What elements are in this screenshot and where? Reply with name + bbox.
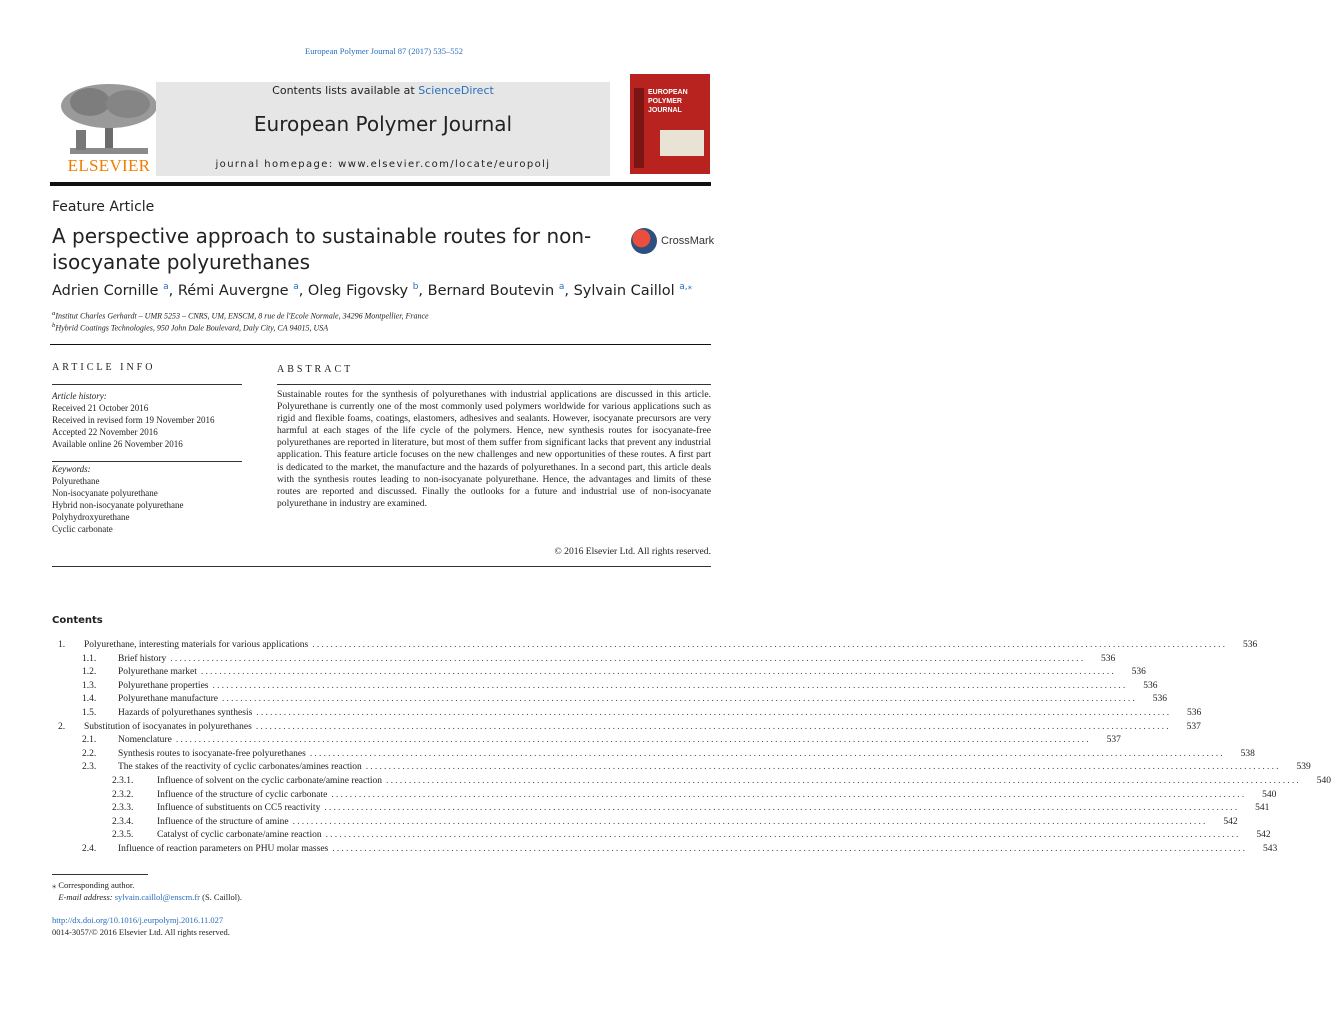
keywords (52, 463, 183, 535)
footnote (52, 879, 242, 903)
toc-page-number: 540 (1262, 789, 1277, 800)
crossmark-label: CrossMark (661, 235, 715, 247)
toc-entry[interactable] (52, 707, 1202, 722)
issn-line: 0014-3057/© 2016 Elsevier Ltd. All rights reserved. (52, 927, 230, 937)
toc-leader-dots: ........................................................................................................................................................................................................ (324, 803, 1240, 814)
affiliation-b (52, 322, 328, 333)
toc-label[interactable]: Polyurethane market (118, 667, 197, 678)
article-title: A perspective approach to sustainable routes for non-isocyanate polyurethanes (52, 224, 592, 274)
author-name[interactable]: Oleg Figovsky (307, 282, 409, 299)
toc-entry[interactable] (52, 762, 1311, 776)
toc-number: 2.3.3. (112, 803, 134, 814)
toc-entry[interactable] (52, 735, 1121, 749)
keyword: Cyclic carbonate (52, 524, 113, 534)
toc-entry[interactable] (52, 667, 1146, 681)
toc-label[interactable]: Polyurethane, interesting materials for various applications (84, 640, 309, 650)
toc-leader-dots: ........................................................................................................................................................................................................ (365, 762, 1281, 773)
email-suffix: (S. Caillol). (199, 892, 243, 902)
tree-icon (50, 80, 168, 160)
toc-leader-dots: ........................................................................................................................................................................................................ (221, 694, 1137, 705)
sciencedirect-link[interactable]: ScienceDirect (418, 84, 494, 97)
author-affil-sup[interactable]: b (412, 282, 419, 292)
toc-label[interactable]: Hazards of polyurethanes synthesis (118, 707, 253, 718)
author-affil-sup[interactable]: a (163, 282, 169, 292)
toc-number: 2.3.2. (112, 789, 134, 800)
toc-number: 2. (58, 721, 66, 732)
abstract-rule (277, 384, 711, 385)
toc-label[interactable]: The stakes of the reactivity of cyclic carbonates/amines reaction (118, 762, 362, 773)
toc-leader-dots: ........................................................................................................................................................................................................ (292, 816, 1208, 827)
toc-number: 2.3.1. (112, 775, 134, 786)
toc-page-number: 536 (1131, 667, 1146, 678)
abstract-heading: ABSTRACT (277, 364, 354, 375)
toc-entry[interactable] (52, 789, 1277, 804)
keywords-label: Keywords: (52, 464, 91, 474)
keyword: Polyurethane (52, 476, 100, 486)
cover-title: EUROPEAN POLYMER JOURNAL (648, 89, 688, 114)
toc-number: 1. (58, 640, 66, 650)
toc-entry[interactable] (52, 694, 1167, 708)
article-type: Feature Article (52, 199, 155, 215)
toc-entry[interactable] (52, 843, 1278, 858)
doi-link[interactable]: http://dx.doi.org/10.1016/j.eurpolymj.2016.11.027 (52, 915, 224, 925)
affiliation-text: Institut Charles Gerhardt – UMR 5253 – CNRS, UM, ENSCM, 8 rue de l'Ecole Normale, 34296 Montpellier, France (55, 311, 429, 321)
crossmark-icon (631, 228, 657, 254)
toc-page-number: 543 (1263, 843, 1278, 854)
toc-leader-dots: ........................................................................................................................................................................................................ (212, 680, 1128, 691)
history-item: Received in revised form 19 November 2016 (52, 415, 215, 425)
toc-number: 2.1. (82, 735, 97, 746)
section-rule (52, 566, 711, 567)
journal-banner (156, 82, 610, 176)
corresponding-author-note: ⁎ Corresponding author. (52, 880, 135, 890)
toc-label[interactable]: Substitution of isocyanates in polyurethanes (84, 721, 252, 732)
author-affil-sup[interactable]: a,⁎ (679, 282, 693, 292)
abstract-text: Sustainable routes for the synthesis of polyurethanes with industrial applications are discussed in this article. Polyurethane is currently one of the most commonly used polymers worldwide for various applications such as rigid and flexible foams, coatings, elastomers, adhesives and sealants. However, isocyanate precursors are very harmful at each stages of the life cycle of the polymers. Hence, new synthesis routes for isocyanate-free polyurethanes are reported in literature, but most of them suffer from significant lacks that prevent any industrial application. This feature article focuses on the new challenges and new opportunities of these routes. A first part is dedicated to the market, the manufacture and the hazards of polyurethanes. In a second part, this article deals with the synthesis routes leading to non-isocyanate polyurethane. Hence, the advantages and limits of these routes are reported and discussed. Finally the outlooks for a future and industrial use of non-isocyanate polyurethane in industry are examined. (277, 389, 711, 509)
toc-label[interactable]: Influence of the structure of amine (157, 816, 289, 827)
elsevier-wordmark: ELSEVIER (67, 156, 151, 175)
toc-label[interactable]: Polyurethane properties (118, 680, 209, 691)
contents-heading: Contents (52, 615, 103, 626)
toc-page-number: 538 (1240, 748, 1255, 759)
toc-label[interactable]: Influence of substituents on CC5 reactivity (157, 803, 321, 814)
toc-entry[interactable] (52, 830, 1271, 844)
toc-number: 2.3.4. (112, 816, 134, 827)
toc-number: 1.3. (82, 680, 97, 691)
author-affil-sup[interactable]: a (558, 282, 565, 292)
author-affil-sup[interactable]: a (293, 282, 299, 292)
info-rule (52, 461, 242, 462)
table-of-contents (52, 640, 1331, 858)
toc-leader-dots: ........................................................................................................................................................................................................ (200, 667, 1116, 678)
journal-title: European Polymer Journal (253, 112, 513, 136)
footnote-rule (52, 874, 148, 875)
toc-entry[interactable] (52, 803, 1270, 817)
toc-page-number: 536 (1152, 694, 1167, 705)
elsevier-logo (50, 80, 168, 176)
journal-citation-link[interactable]: European Polymer Journal 87 (2017) 535–552 (305, 46, 463, 56)
keyword: Polyhydroxyurethane (52, 512, 130, 522)
toc-number: 2.3.5. (112, 830, 134, 841)
email-link[interactable]: sylvain.caillol@enscm.fr (114, 892, 200, 902)
toc-leader-dots: ........................................................................................................................................................................................................ (331, 789, 1247, 800)
toc-number: 2.3. (82, 762, 97, 773)
toc-page-number: 542 (1256, 830, 1271, 841)
toc-number: 2.2. (82, 748, 97, 759)
toc-page-number: 536 (1187, 707, 1202, 718)
author-name[interactable]: Sylvain Caillol (573, 282, 675, 299)
toc-leader-dots: ........................................................................................................................................................................................................ (325, 830, 1241, 841)
toc-label[interactable]: Polyurethane manufacture (118, 694, 218, 705)
article-history (52, 390, 214, 450)
cover-spine (634, 88, 644, 168)
toc-label[interactable]: Influence of solvent on the cyclic carbonate/amine reaction (157, 775, 382, 786)
contents-available (156, 84, 610, 97)
history-item: Accepted 22 November 2016 (52, 427, 158, 437)
toc-entry[interactable] (52, 640, 1258, 654)
author-name[interactable]: Bernard Boutevin (427, 282, 555, 299)
journal-homepage[interactable]: journal homepage: www.elsevier.com/locate/europolj (215, 159, 551, 170)
toc-leader-dots: ........................................................................................................................................................................................................ (312, 640, 1228, 650)
keyword: Hybrid non-isocyanate polyurethane (52, 500, 184, 510)
toc-page-number: 542 (1223, 816, 1238, 827)
toc-page-number: 537 (1106, 735, 1121, 746)
toc-number: 1.2. (82, 667, 97, 678)
history-item: Received 21 October 2016 (52, 403, 149, 413)
toc-leader-dots: ........................................................................................................................................................................................................ (309, 748, 1225, 759)
author-name[interactable]: Adrien Cornille (52, 282, 159, 299)
toc-entry[interactable] (52, 775, 1331, 790)
toc-number: 1.4. (82, 694, 97, 705)
toc-entry[interactable] (52, 816, 1238, 831)
toc-label[interactable]: Nomenclature (118, 735, 172, 746)
toc-page-number: 536 (1143, 680, 1158, 691)
affiliation-a (52, 310, 429, 321)
toc-number: 1.1. (82, 653, 97, 664)
history-label: Article history: (52, 391, 107, 401)
toc-label[interactable]: Influence of reaction parameters on PHU molar masses (118, 843, 329, 854)
info-rule (52, 384, 242, 385)
toc-entry[interactable] (52, 653, 1116, 668)
toc-page-number: 539 (1296, 762, 1311, 773)
toc-number: 1.5. (82, 707, 97, 718)
crossmark-badge[interactable] (631, 228, 713, 256)
affiliation-sup: a (52, 310, 56, 317)
toc-leader-dots: ........................................................................................................................................................................................................ (386, 775, 1301, 786)
copyright-line: © 2016 Elsevier Ltd. All rights reserved. (554, 546, 711, 557)
section-rule (50, 344, 711, 345)
toc-page-number: 541 (1255, 803, 1270, 814)
toc-page-number: 540 (1316, 775, 1331, 786)
toc-leader-dots: ........................................................................................................................................................................................................ (170, 653, 1086, 664)
toc-entry[interactable] (52, 721, 1201, 736)
article-info-heading: ARTICLE INFO (52, 362, 156, 373)
cover-figure (660, 130, 704, 156)
toc-leader-dots: ........................................................................................................................................................................................................ (256, 707, 1172, 718)
toc-entry[interactable] (52, 680, 1158, 695)
contents-prefix: Contents lists available at (272, 84, 419, 97)
author-list: Adrien Cornille $^a$, Rémi Auvergne $^a$, Oleg Figovsky $^b$, Bernard Boutevin $^a$, Sylvain Caillol $^{a,⁎}$ (52, 282, 693, 299)
email-label: E-mail address: (58, 892, 115, 902)
affiliation-sup: b (52, 322, 56, 329)
toc-label[interactable]: Influence of the structure of cyclic carbonate (157, 789, 328, 800)
history-item: Available online 26 November 2016 (52, 439, 183, 449)
journal-cover-image[interactable] (630, 74, 710, 174)
toc-page-number: 536 (1243, 640, 1258, 650)
toc-page-number: 537 (1186, 721, 1201, 732)
toc-leader-dots: ........................................................................................................................................................................................................ (255, 721, 1171, 732)
toc-page-number: 536 (1101, 653, 1116, 664)
toc-entry[interactable] (52, 748, 1255, 763)
toc-label[interactable]: Synthesis routes to isocyanate-free polyurethanes (118, 748, 306, 759)
toc-label[interactable]: Catalyst of cyclic carbonate/amine reaction (157, 830, 322, 841)
toc-label[interactable]: Brief history (118, 653, 167, 664)
toc-leader-dots: ........................................................................................................................................................................................................ (332, 843, 1248, 854)
affiliation-text: Hybrid Coatings Technologies, 950 John Dale Boulevard, Daly City, CA 94015, USA (55, 323, 329, 333)
keyword: Non-isocyanate polyurethane (52, 488, 158, 498)
toc-leader-dots: ........................................................................................................................................................................................................ (175, 735, 1091, 746)
header-rule (50, 182, 711, 186)
toc-number: 2.4. (82, 843, 97, 854)
author-name[interactable]: Rémi Auvergne (177, 282, 289, 299)
